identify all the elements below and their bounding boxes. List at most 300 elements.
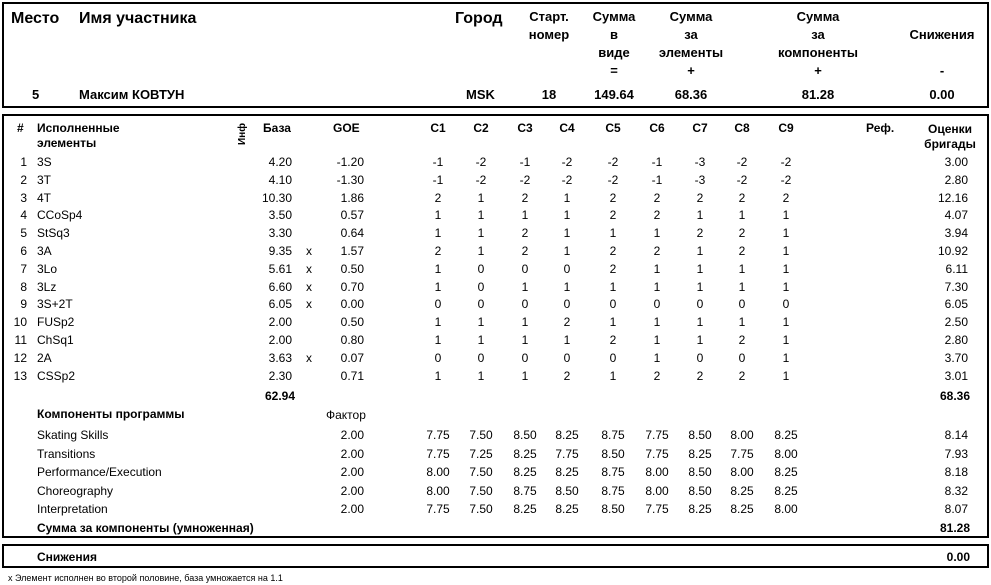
component-name: Skating Skills xyxy=(37,428,109,442)
judge-goe-c4: 0 xyxy=(563,297,571,312)
skater-start-number: 18 xyxy=(541,87,557,102)
judge-goe-c4: 2 xyxy=(563,368,571,383)
judge-mark-c1: 8.00 xyxy=(426,465,450,479)
goe-header: GOE xyxy=(333,121,360,135)
element-code: 3A xyxy=(37,244,52,258)
judge-goe-c5: 2 xyxy=(609,208,617,223)
judge-header-c9: C9 xyxy=(778,121,794,135)
judge-goe-c5: 1 xyxy=(609,315,617,330)
judge-goe-c1: 1 xyxy=(434,261,442,276)
tes-header-2: за xyxy=(684,27,698,42)
element-goe: -1.30 xyxy=(336,172,364,187)
base-header: База xyxy=(263,121,291,135)
judge-mark-c9: 8.00 xyxy=(774,446,798,461)
num-header: # xyxy=(17,121,24,135)
element-score: 3.94 xyxy=(944,226,968,241)
judge-mark-c2: 7.50 xyxy=(469,428,493,442)
judge-mark-c7: 8.25 xyxy=(688,502,712,516)
judge-goe-c9: 1 xyxy=(782,208,790,223)
judge-mark-c7: 8.25 xyxy=(688,446,712,461)
judge-mark-c4: 7.75 xyxy=(555,446,579,461)
footnote: x Элемент исполнен во второй половине, база умножается на 1.1 xyxy=(8,573,283,583)
place-header: Место xyxy=(11,10,60,27)
judge-goe-c3: 1 xyxy=(521,208,529,223)
deductions-header-1: Снижения xyxy=(909,27,975,42)
judge-goe-c6: 1 xyxy=(653,279,661,294)
judge-goe-c8: 1 xyxy=(738,261,746,276)
element-number: 7 xyxy=(20,261,27,276)
element-goe: -1.20 xyxy=(336,155,364,169)
judge-mark-c8: 8.00 xyxy=(730,428,754,442)
element-code: 3Lz xyxy=(37,279,57,294)
judge-goe-c9: -2 xyxy=(780,172,792,187)
judge-goe-c1: -1 xyxy=(432,172,444,187)
element-goe: 0.64 xyxy=(340,226,364,241)
judge-goe-c7: -3 xyxy=(694,172,706,187)
judge-goe-c1: 1 xyxy=(434,226,442,241)
element-base: 4.20 xyxy=(268,155,292,169)
judge-goe-c5: -2 xyxy=(607,172,619,187)
element-score: 3.70 xyxy=(944,350,968,365)
tss-header-2: в xyxy=(610,27,618,42)
judge-header-c7: C7 xyxy=(692,121,708,135)
judge-mark-c1: 7.75 xyxy=(426,502,450,516)
judge-goe-c5: 1 xyxy=(609,368,617,383)
element-number: 8 xyxy=(20,279,27,294)
skater-tes: 68.36 xyxy=(674,87,708,102)
judge-mark-c3: 8.75 xyxy=(513,483,537,498)
judge-goe-c7: 1 xyxy=(696,333,704,347)
element-base: 5.61 xyxy=(268,261,292,276)
component-factor: 2.00 xyxy=(340,502,364,516)
city-header: Город xyxy=(455,10,503,27)
judge-goe-c8: 2 xyxy=(738,190,746,205)
judge-mark-c6: 8.00 xyxy=(645,483,669,498)
element-goe: 1.86 xyxy=(340,190,364,205)
name-header: Имя участника xyxy=(79,10,197,27)
element-goe: 0.57 xyxy=(340,208,364,223)
pcs-header-1: Сумма xyxy=(796,9,840,24)
pcs-header-2: за xyxy=(811,27,825,42)
judge-mark-c2: 7.50 xyxy=(469,483,493,498)
judge-goe-c9: 1 xyxy=(782,226,790,241)
factor-header: Фактор xyxy=(326,408,366,422)
element-goe: 0.71 xyxy=(340,368,364,383)
judge-goe-c9: 1 xyxy=(782,315,790,330)
judge-mark-c3: 8.50 xyxy=(513,428,537,442)
judge-mark-c9: 8.00 xyxy=(774,502,798,516)
element-score: 12.16 xyxy=(937,190,968,205)
judge-goe-c9: 0 xyxy=(782,297,790,312)
element-score: 6.11 xyxy=(945,261,968,276)
component-factor: 2.00 xyxy=(340,465,364,479)
judge-mark-c9: 8.25 xyxy=(774,465,798,479)
judge-mark-c4: 8.50 xyxy=(555,483,579,498)
judge-goe-c2: -2 xyxy=(475,172,487,187)
judge-goe-c7: 1 xyxy=(696,279,704,294)
judge-header-c2: C2 xyxy=(473,121,489,135)
element-goe: 0.70 xyxy=(340,279,364,294)
element-goe: 0.07 xyxy=(340,350,364,365)
judge-goe-c4: 1 xyxy=(563,279,571,294)
judge-goe-c1: -1 xyxy=(432,155,444,169)
element-goe: 0.50 xyxy=(340,315,364,330)
element-number: 2 xyxy=(20,172,27,187)
element-base: 2.00 xyxy=(268,315,292,330)
judge-mark-c2: 7.50 xyxy=(469,502,493,516)
judge-goe-c7: 1 xyxy=(696,261,704,276)
element-code: 3S+2T xyxy=(37,297,73,312)
component-score: 8.18 xyxy=(944,465,968,479)
element-goe: 0.80 xyxy=(340,333,364,347)
element-code: 3S xyxy=(37,155,52,169)
judge-goe-c8: 0 xyxy=(738,297,746,312)
judge-goe-c4: 0 xyxy=(563,261,571,276)
judge-goe-c2: 1 xyxy=(477,244,485,258)
tes-header-3: элементы xyxy=(658,45,724,60)
judge-mark-c8: 8.25 xyxy=(730,502,754,516)
judge-goe-c2: 0 xyxy=(477,261,485,276)
judge-goe-c4: 1 xyxy=(563,190,571,205)
judge-goe-c8: -2 xyxy=(736,172,748,187)
component-name: Transitions xyxy=(37,446,96,461)
judge-mark-c8: 8.00 xyxy=(730,465,754,479)
judge-goe-c4: 1 xyxy=(563,244,571,258)
judge-goe-c3: 0 xyxy=(521,297,529,312)
element-info: x xyxy=(306,297,312,312)
judge-goe-c1: 2 xyxy=(434,190,442,205)
deductions-label: Снижения xyxy=(37,550,97,564)
skater-tss: 149.64 xyxy=(594,87,634,102)
pcs-header-3: компоненты xyxy=(778,45,858,60)
element-score: 3.00 xyxy=(944,155,968,169)
judge-goe-c8: 2 xyxy=(738,244,746,258)
element-base: 10.30 xyxy=(261,190,292,205)
component-score: 7.93 xyxy=(944,446,968,461)
element-code: ChSq1 xyxy=(37,333,74,347)
judge-goe-c1: 1 xyxy=(434,208,442,223)
element-number: 12 xyxy=(13,350,27,365)
component-score: 8.07 xyxy=(944,502,968,516)
start-number-header-1: Старт. xyxy=(529,9,569,24)
start-number-header-2: номер xyxy=(528,27,570,42)
element-code: 4T xyxy=(37,190,52,205)
judge-goe-c1: 1 xyxy=(434,333,442,347)
element-code: StSq3 xyxy=(37,226,70,241)
judge-goe-c4: -2 xyxy=(561,172,573,187)
skater-pcs: 81.28 xyxy=(801,87,835,102)
component-score: 8.32 xyxy=(944,483,968,498)
panel-header-1: Оценки xyxy=(927,122,973,136)
element-header-2: элементы xyxy=(37,136,97,150)
element-base: 3.30 xyxy=(268,226,292,241)
judge-goe-c5: 2 xyxy=(609,333,617,347)
judge-goe-c3: 1 xyxy=(521,279,529,294)
judge-goe-c2: 0 xyxy=(477,297,485,312)
judge-mark-c9: 8.25 xyxy=(774,428,798,442)
judge-goe-c8: -2 xyxy=(736,155,748,169)
deductions-header-2: - xyxy=(939,63,945,78)
element-number: 1 xyxy=(20,155,27,169)
judge-mark-c7: 8.50 xyxy=(688,483,712,498)
element-number: 10 xyxy=(13,315,27,330)
judge-mark-c9: 8.25 xyxy=(774,483,798,498)
skater-place: 5 xyxy=(32,87,40,102)
judge-mark-c1: 8.00 xyxy=(426,483,450,498)
judge-goe-c4: 1 xyxy=(563,333,571,347)
judge-header-c6: C6 xyxy=(649,121,665,135)
judge-goe-c1: 2 xyxy=(434,244,442,258)
component-score: 8.14 xyxy=(944,428,968,442)
judge-goe-c5: 1 xyxy=(609,279,617,294)
judge-goe-c3: 2 xyxy=(521,190,529,205)
judge-goe-c3: 0 xyxy=(521,261,529,276)
element-code: CSSp2 xyxy=(37,368,76,383)
judge-goe-c2: 1 xyxy=(477,368,485,383)
judge-goe-c9: 1 xyxy=(782,368,790,383)
element-base: 4.10 xyxy=(268,172,292,187)
judge-mark-c7: 8.50 xyxy=(688,428,712,442)
base-total: 62.94 xyxy=(264,389,295,403)
judge-goe-c8: 0 xyxy=(738,350,746,365)
judge-goe-c5: 2 xyxy=(609,244,617,258)
element-header-1: Исполненные xyxy=(37,121,120,135)
judge-goe-c6: 2 xyxy=(653,208,661,223)
judge-goe-c6: 2 xyxy=(653,190,661,205)
judge-mark-c5: 8.50 xyxy=(601,446,625,461)
judge-goe-c8: 2 xyxy=(738,333,746,347)
ref-header: Реф. xyxy=(866,121,895,135)
judge-mark-c2: 7.25 xyxy=(469,446,493,461)
judge-goe-c5: 0 xyxy=(609,297,617,312)
judge-goe-c5: 2 xyxy=(609,261,617,276)
judge-goe-c4: -2 xyxy=(561,155,573,169)
judge-mark-c6: 7.75 xyxy=(645,446,669,461)
judge-goe-c7: 1 xyxy=(696,315,704,330)
element-score: 2.50 xyxy=(944,315,968,330)
judge-goe-c9: 2 xyxy=(782,190,790,205)
element-base: 2.00 xyxy=(268,333,292,347)
element-goe: 1.57 xyxy=(340,244,364,258)
judge-goe-c1: 0 xyxy=(434,297,442,312)
judge-goe-c8: 2 xyxy=(738,226,746,241)
judge-goe-c6: -1 xyxy=(651,155,663,169)
element-score: 4.07 xyxy=(944,208,968,223)
judge-goe-c5: 2 xyxy=(609,190,617,205)
element-number: 13 xyxy=(13,368,27,383)
judge-mark-c8: 7.75 xyxy=(730,446,754,461)
judge-goe-c1: 0 xyxy=(434,350,442,365)
tss-header-3: виде xyxy=(598,45,630,60)
judge-mark-c3: 8.25 xyxy=(513,502,537,516)
judge-goe-c7: 0 xyxy=(696,297,704,312)
tes-total: 68.36 xyxy=(939,389,970,403)
element-score: 10.92 xyxy=(937,244,968,258)
judge-goe-c5: -2 xyxy=(607,155,619,169)
skater-city: MSK xyxy=(466,87,495,102)
judge-goe-c3: 1 xyxy=(521,315,529,330)
element-number: 5 xyxy=(20,226,27,241)
element-score: 6.05 xyxy=(944,297,968,312)
judge-mark-c6: 7.75 xyxy=(645,428,669,442)
judge-mark-c3: 8.25 xyxy=(513,465,537,479)
element-goe: 0.50 xyxy=(340,261,364,276)
judge-goe-c8: 1 xyxy=(738,208,746,223)
judge-goe-c7: 2 xyxy=(696,368,704,383)
judge-mark-c7: 8.50 xyxy=(688,465,712,479)
judge-goe-c2: 0 xyxy=(477,350,485,365)
judge-goe-c3: 1 xyxy=(521,333,529,347)
judge-goe-c9: 1 xyxy=(782,333,790,347)
deductions-box xyxy=(2,544,989,568)
judge-mark-c2: 7.50 xyxy=(469,465,493,479)
element-score: 2.80 xyxy=(944,333,968,347)
judge-header-c1: C1 xyxy=(430,121,446,135)
judge-goe-c6: 1 xyxy=(653,226,661,241)
judge-mark-c4: 8.25 xyxy=(555,428,579,442)
judge-goe-c3: -1 xyxy=(519,155,531,169)
pcs-header-4: + xyxy=(814,63,822,78)
element-code: 2A xyxy=(37,350,52,365)
component-name: Interpretation xyxy=(37,502,108,516)
judge-goe-c6: 0 xyxy=(653,297,661,312)
judge-mark-c4: 8.25 xyxy=(555,502,579,516)
judge-goe-c7: 1 xyxy=(696,208,704,223)
element-score: 3.01 xyxy=(944,368,968,383)
judge-goe-c7: 2 xyxy=(696,190,704,205)
element-base: 9.35 xyxy=(268,244,292,258)
judge-goe-c7: -3 xyxy=(694,155,706,169)
tes-header-1: Сумма xyxy=(669,9,713,24)
judge-goe-c7: 2 xyxy=(696,226,704,241)
panel-header-2: бригады xyxy=(924,137,976,151)
judge-goe-c3: 1 xyxy=(521,368,529,383)
element-number: 9 xyxy=(20,297,27,312)
component-factor: 2.00 xyxy=(340,446,364,461)
tss-header-1: Сумма xyxy=(592,9,636,24)
component-factor: 2.00 xyxy=(340,428,364,442)
component-name: Choreography xyxy=(37,483,114,498)
judge-goe-c2: 1 xyxy=(477,226,485,241)
judge-goe-c4: 1 xyxy=(563,226,571,241)
judge-mark-c5: 8.75 xyxy=(601,465,625,479)
element-code: FUSp2 xyxy=(37,315,75,330)
components-title: Компоненты программы xyxy=(37,407,185,421)
judge-mark-c8: 8.25 xyxy=(730,483,754,498)
judge-goe-c2: -2 xyxy=(475,155,487,169)
judge-goe-c5: 0 xyxy=(609,350,617,365)
judge-goe-c6: 2 xyxy=(653,368,661,383)
judge-mark-c1: 7.75 xyxy=(426,428,450,442)
judge-goe-c4: 1 xyxy=(563,208,571,223)
element-base: 2.30 xyxy=(268,368,292,383)
judge-goe-c9: 1 xyxy=(782,261,790,276)
judge-goe-c4: 2 xyxy=(563,315,571,330)
skater-name: Максим КОВТУН xyxy=(79,87,185,102)
tes-header-4: + xyxy=(687,63,695,78)
judge-mark-c5: 8.75 xyxy=(601,483,625,498)
judge-goe-c2: 1 xyxy=(477,333,485,347)
element-number: 3 xyxy=(20,190,27,205)
judge-goe-c8: 1 xyxy=(738,315,746,330)
info-header: Инф xyxy=(237,123,248,145)
element-number: 4 xyxy=(20,208,27,223)
judge-goe-c9: 1 xyxy=(782,350,790,365)
component-factor: 2.00 xyxy=(340,483,364,498)
judge-goe-c6: 1 xyxy=(653,261,661,276)
judge-goe-c8: 1 xyxy=(738,279,746,294)
pcs-total: 81.28 xyxy=(939,521,970,535)
judge-goe-c2: 1 xyxy=(477,208,485,223)
judge-goe-c3: 0 xyxy=(521,350,529,365)
judge-goe-c1: 1 xyxy=(434,368,442,383)
judge-goe-c3: 2 xyxy=(521,244,529,258)
judge-goe-c7: 1 xyxy=(696,244,704,258)
element-score: 2.80 xyxy=(944,172,968,187)
element-number: 6 xyxy=(20,244,27,258)
judge-mark-c1: 7.75 xyxy=(426,446,450,461)
element-base: 3.50 xyxy=(268,208,292,223)
element-info: x xyxy=(306,244,312,258)
element-base: 6.60 xyxy=(268,279,292,294)
judge-goe-c1: 1 xyxy=(434,315,442,330)
judge-mark-c4: 8.25 xyxy=(555,465,579,479)
judge-goe-c6: 1 xyxy=(653,315,661,330)
element-number: 11 xyxy=(14,333,27,347)
judge-goe-c2: 1 xyxy=(477,315,485,330)
judge-goe-c1: 1 xyxy=(434,279,442,294)
judge-goe-c5: 1 xyxy=(609,226,617,241)
element-info: x xyxy=(306,350,312,365)
judge-mark-c3: 8.25 xyxy=(513,446,537,461)
judge-mark-c6: 8.00 xyxy=(645,465,669,479)
judge-goe-c8: 2 xyxy=(738,368,746,383)
judge-header-c3: C3 xyxy=(517,121,533,135)
judge-goe-c3: -2 xyxy=(519,172,531,187)
judge-header-c8: C8 xyxy=(734,121,750,135)
pcs-total-label: Сумма за компоненты (умноженная) xyxy=(37,521,254,535)
element-base: 3.63 xyxy=(268,350,292,365)
deductions-total: 0.00 xyxy=(946,550,970,564)
judge-goe-c3: 2 xyxy=(521,226,529,241)
judge-goe-c6: -1 xyxy=(651,172,663,187)
element-info: x xyxy=(306,261,312,276)
judge-goe-c6: 2 xyxy=(653,244,661,258)
judge-goe-c2: 1 xyxy=(477,190,485,205)
skater-deductions: 0.00 xyxy=(929,87,955,102)
judge-mark-c5: 8.75 xyxy=(601,428,625,442)
judge-goe-c6: 1 xyxy=(653,350,661,365)
judge-goe-c6: 1 xyxy=(653,333,661,347)
element-base: 6.05 xyxy=(268,297,292,312)
element-goe: 0.00 xyxy=(340,297,364,312)
judge-header-c4: C4 xyxy=(559,121,575,135)
judge-goe-c7: 0 xyxy=(696,350,704,365)
judge-goe-c9: -2 xyxy=(780,155,792,169)
tss-header-4: = xyxy=(610,63,618,78)
judge-mark-c5: 8.50 xyxy=(601,502,625,516)
judge-header-c5: C5 xyxy=(605,121,621,135)
element-code: 3T xyxy=(37,172,52,187)
judge-goe-c9: 1 xyxy=(782,279,790,294)
element-code: 3Lo xyxy=(37,261,58,276)
judge-goe-c9: 1 xyxy=(782,244,790,258)
element-code: CCoSp4 xyxy=(37,208,83,223)
element-info: x xyxy=(306,279,312,294)
judge-mark-c6: 7.75 xyxy=(645,502,669,516)
component-name: Performance/Execution xyxy=(37,465,162,479)
judge-goe-c2: 0 xyxy=(477,279,485,294)
